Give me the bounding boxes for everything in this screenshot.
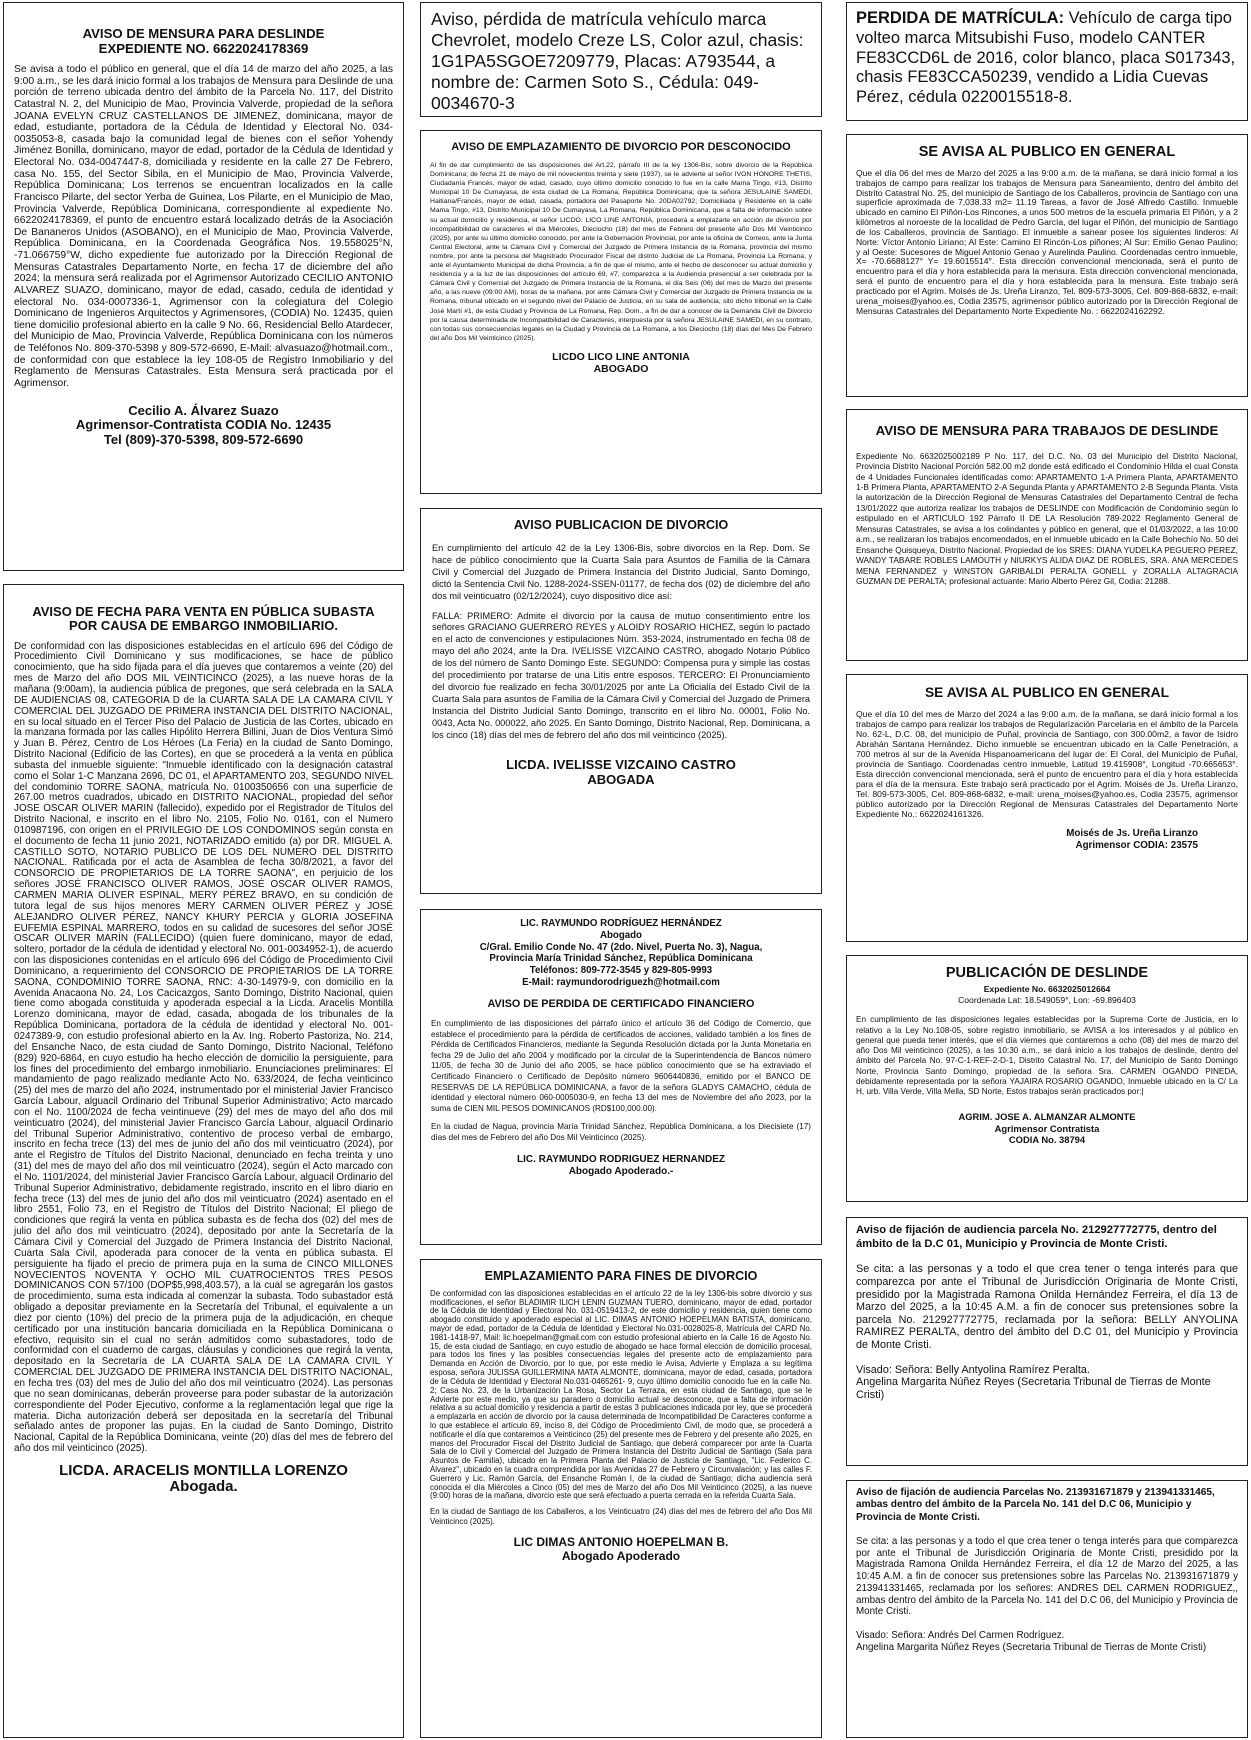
ad-title: SE AVISA AL PUBLICO EN GENERAL (924, 685, 1170, 700)
ad-emplazamiento-desconocido (420, 130, 822, 494)
ad-body: De conformidad con las disposiciones establecidas en el artículo 696 del Código de Procedimiento Civil Dominicano y sus modificaciones, se hace de público conocimiento, que ha sido fijada para el día jueves que contaremos a veinte (20) del mes de Marzo del año DOS MIL VEINTICINCO (2025), a las nueve horas de la mañana (9:00am), la audiencia pública de pregones, que será celebrada en la SALA DE AUDIENCIAS 08, CATEGORIA D de la CUARTA SALA DE LA CAMARA CIVIL Y COMERCIAL DEL JUZGADO DE PRIMERA INSTANCIA DEL DISTRITO NACIONAL, en su local situado en el Tercer Piso del Palacio de Justicia de las Cortes, ubicado en la manzana formada por las calles Hipólito Herrera Billini, Juan de Dios Ventura Simó y Juan B. Pérez, Centro de Los Héroes (La Feria) en la ciudad de Santo Domingo, Distrito Nacional (Edificio de las Cortes), en que se procederá a la venta en pública subasta del inmueble siguiente: "Inmueble identificado con la designación catastral como el Solar 1-C Manzana 2696, DC 01, el APARTAMENTO 203, SEGUNDO NIVEL del condominio TORRE SAONA, matrícula No. 0100350656 con una superficie de 267.00 metros cuadrados, ubicado en DISTRITO NACIONAL, propiedad del señor JOSE OSCAR OLIVER MARIN (fallecido), expedido por el Registrador de Títulos del Distrito Nacional, e inscrito en el libro No. 2105, Folio No. 0161, con el Numero 010987196, con origen en el PRIVILEGIO DE LOS CONDOMINOS según consta en el documento de fecha 11 junio 2021, NOTARIZADO emitido (a) por DR. MIGUEL A. CASTILLO SOTO, NOTARIO PUBLICO DE LOS DEL NUMERO DEL DISTRITO NACIONAL. Ratificada por el acta de Asamblea de fecha 30/8/2021, a favor del CONSORCIO DE PROPIETARIOS DE LA TORRE SAONA", en perjuicio de los señores JOSÉ FRANCISCO OLIVER RAMOS, JOSÉ OSCAR OLIVER RAMOS, CARMEN MARIA OLIVER ESPINAL, MERY PÉREZ BRAVO, en su condición de tutora legal de sus hijos menores MERY CARMEN OLIVER PÉREZ y JOSÉ ALEJANDRO OLIVER PÉREZ, NANCY KHURY PERCIA y GLORIA JOSEFINA EUFEMIA ESPINAL MARRERO, todos en su calidad de sucesores del señor JOSÉ OSCAR OLIVER MARÍN (FALLECIDO) (quien fuere dominicano, mayor de edad, soltero, portador de la cédula de identidad y electoral No. 001-0034952-1), de acuerdo con las disposiciones contenidas en el artículo 696 del Código de Procedimiento Civil Dominicano, a requerimiento del CONSORCIO DE PROPIETARIOS DE LA TORRE SAONA, CONDOMINIO TORRE SAONA, RNC: 4-30-14979-9, con domicilio en la Avenida Anacaona No. 24, Los Cacicazgos, Santo Domingo, Distrito Nacional, quien tiene como abogada constituida y apoderada especial a la Licda. Aracelis Montilla Lorenzo dominicana, mayor de edad, casada, abogada de los tribunales de la República Dominicana, portadora de la cédula de identidad y electoral No. 001-0247389-9, con estudio profesional abierto en la Av. Ing. Roberto Pastoriza, No. 214, del Ensanche Naco, de esta ciudad de Santo Domingo, Distrito Nacional, Teléfono (829) 920-6864, en cuyo estudio ha hecho elección de domicilio la persiguiente, para los fines del procedimiento del embargo inmobiliario. Enunciaciones preliminares: El mandamiento de pago realizado mediante Acto No. 633/2024, de fecha veinticinco (25) del mes de marzo del año 2024, instrumentado por el ministerial Javier Francisco García Labour, alguacil Ordinario del Tribunal Superior Administrativo; Acto marcado con el No. 1100/2024 de fecha veintinueve (29) del mes de mayo del año dos mil veinticuatro (2024), del ministerial Javier Francisco García Labour, alguacil Ordinario del Tribunal Superior Administrativo, contentivo de proceso verbal de embargo, inscrito en fecha trece (13) del mes de junio del año dos mil veinticuatro (2024), por ante el Registro de Títulos del Distrito Nacional, denunciado en fecha treinta y uno (31) del mes de mayo del año dos mil veinticuatro (2024), según el Acto marcado con el No. 1101/2024, del ministerial Javier Francisco García Labour, alguacil Ordinario del Tribunal Superior Administrativo, debidamente registrado, inscrito en el libro diario en fecha trece (13) del mes de junio del año dos mil veinticuatro (2024) asentado en el libro 2551, Folio 73, en el Registro de Títulos del Distrito Nacional; El pliego de condiciones que regirá la venta en pública subasta es de fecha dos (02) del mes de julio del año dos mil veinticuatro (2024), depositado por ante la Secretaría de la Cámara Civil y Comercial del Juzgado de Primera Instancia del Distrito Nacional, Cuarta Sala Civil, apoderada para conocer de la venta en pública subasta. El persiguiente ha fijado el precio de primera puja en la suma de CINCO MILLONES NOVECIENTOS NOVENTA Y OCHO MIL CUATROCIENTOS TRES PESOS DOMINICANOS CON 57/100 (DOP$5,998,403.57), a la cual se agregarán los gastos de procedimiento, suma esta indicada al comenzar la subasta. Todo subastador está obligado a depositar previamente en la Secretaría del Tribunal, el equivalente a un diez por ciento (10%) del precio de la primera puja de la adjudicación, en cheque certificado por una institución bancaria domiciliada en la República Dominicana o efectivo, requisito sin el cual no serán admitidos como subastadores, todo de conformidad con el cuaderno de cargas, cláusulas y condiciones que regirá la venta, depositado en la Secretaría de LA CUARTA SALA DE LA CAMARA CIVIL Y COMERCIAL DEL JUZGADO DE PRIMERA INSTANCIA DEL DISTRITO NACIONAL, en fecha tres (03) del mes de Julio del año dos mil veinticuatro (2024). Las personas que no sean dominicanas, deberán proveerse para poder subastar de la autorización correspondiente del Poder Ejecutivo, conforme a la reglamentación legal que rige la materia. Dicha autorización deberá ser depositada en la secretaría del Tribunal señalado antes de proponer las pujas. En la ciudad de Santo Domingo, Distrito Nacional, Capital de la República Dominicana, veinte (20) días del mes de febrero del año dos mil veinticinco (2025). (14, 640, 393, 1455)
ad-paragraph: De conformidad con las disposiciones establecidas en el artículo 22 de la ley 1306-bis sobre divorcio y sus modificaciones, el señor BLADIMIR ILICH LENIN GUZMAN TUERO, dominicano, mayor de edad, portador de la Cédula de Identidad y Electoral No. 031-0519413-2, de este domicilio y residencia, quien tiene como abogado constituido y apoderado especial al LIC. DIMAS ANTONIO HOEPELMAN BATISTA, dominicano, mayor de edad, portador de la Cédula de Identidad y Electoral No.031-0028025-8, Matrícula del CARD No. 1981-1418-97, Mail: lic.hoepelman@gmail.com con estudio profesional abierto en la Calle 16 de Agosto No. 15, de esta ciudad de Santiago, en cuyo estudio de abogado se hace formal elección de domicilio procesal, para todos los fines y las posibles consecuencias legales del presente acto de emplazamiento para Demanda en Acción de Divorcio, por lo que, por este medio le Avisa, Advierte y Emplaza a su legítima esposa, señora JULISSA GUILLERMINA MATA ALMONTE, dominicana, mayor de edad, casada, portadora de la Cédula de Identidad y Electoral No.031-0465261- 9, cuyo último domicilio conocido fue en la calle No. 2; Casa No. 23, de la Urbanización La Rosa, Sector La Terraza, en esta ciudad de Santiago, que se le Advierte por este medio, ya que su paradero o domicilio actual se desconoce, que a falta de información relativa a su actual domicilio y residencia a partir de estas 3 publicaciones indicada por ley, que se procederá a emplazarla en acción de divorcio por la causa determinada de Incompatibilidad De Caracteres conforme a lo que establece el artículo 69, inciso 8, del Código de Procedimiento Civil, de modo que, se procederá a notificarle el día que contaremos a Veinticinco (25) del presente mes de Febrero y del presente año 2025, en manos del Procurador Fiscal del Distrito Judicial de Santiago, que deberá comparecer por ante la Cuarta Sala de lo Civil y Comercial del Juzgado de Primera Instancia del Distrito Judicial de Santiago (Sala para Asuntos de Familia), ubicado en la Primera Planta del Palacio de Justicia de Santiago, "Lic. Federico C. Álvarez", ubicado en la cuadra comprendida por las Avenidas 27 de Febrero y Circunvalación; y las calles F. Guerrero y Lic. Ramón García, del Ensanche Román I, de la ciudad de Santiago; dicha audiencia será conocida el día Miércoles a Cinco (05) del mes de Marzo del año Dos Mil Veinticinco (2025), a las nueve (9:00) horas de la mañana, divorcio este que será efectuado a puerta cerrada en la referida Cuarta Sala. (430, 1288, 812, 1501)
ad-title: AVISO DE EMPLAZAMIENTO DE DIVORCIO POR DESCONOCIDO (451, 141, 791, 153)
ad-paragraph: Se cita: a las personas y a todo el que crea tener o tenga interés para que comparezca por ante el Tribunal de Jurisdicción Originaria de Monte Cristi, presidido por la Magistrada Ramona Onilda Hernández Ferreira, el día 12 de Marzo del 2025, a las 10:45 A.M. a fin de conocer sus pretensiones sobre las Parcelas No. 213931671879 y 213941331465, reclamada por los señores: ANDRES DEL CARMEN RODRIGUEZ,, ambas dentro del ámbito de la Parcela No. 141 del D.C 06, del Municipio y Provincia de Monte Cristi. (856, 1535, 1238, 1618)
ad-subasta (3, 584, 404, 1738)
ad-perdida-matricula-chevrolet (420, 2, 822, 117)
ad-paragraph: FALLA: PRIMERO: Admite el divorcio por la causa de mutuo consentimiento entre los señores GRACIANO GUERRERO REYES y ALOIDY ROSARIO HICHEZ, según lo pactado en el acto de convenciones y estipulaciones Núm. 353-2024, instrumentado en fecha 08 de mayo del año 2024, ante la Dra. IVELISSE VIZCAINO CASTRO, abogado Notario Público de los del número de Santo Domingo Este. SEGUNDO: Compensa pura y simple las costas del procedimiento por tratarse de una Litis entre esposos. TERCERO: El Pronunciamiento del divorcio fue realizado en fecha 30/01/2025 por ante La Oficialía del Estado Civil de la Cuarta Sala para asuntos de Familia de la Cámara Civil y Comercial del Juzgado de Primera Instancia del Distrito Judicial Santo Domingo, transcrito en el libro No. 00001, Folio No. 0043, Acta No. 000022, año 2025. En Santo Domingo, Distrito Nacional, Rep. Dominicana, a los cinco (18) días del mes de febrero del año dos mil veinticinco (2025). (432, 610, 810, 741)
ad-title: EMPLAZAMIENTO PARA FINES DE DIVORCIO (484, 1269, 758, 1283)
ad-body: Se avisa a todo el público en general, que el día 14 de marzo del año 2025, a las 9:00 a.m., se les dará inicio formal a los trabajos de Mensura para Deslinde de una porción de terreno ubicada dentro del ámbito de la Parcela No. 117, del Distrito Catastral N. 2, del Municipio de Mao, Provincia Valverde, propiedad de la señora JOANA EVELYN CRUZ CASTELLANOS DE JIMENEZ, dominicana, mayor de edad, estudiante, portadora de la Cédula de Identidad y Electoral No. 034-0035053-8, casada bajo la comunidad legal de bienes con el señor Yohendy Jiménez Bonilla, dominicano, mayor de edad, portador de la Cédula de Identidad y Electoral No. 034-0047447-8, domiciliada y residente en la calle 27 De Febrero, casa No. 155, del Sector Sibila, en el Municipio de Mao, Provincia Valverde, República Dominicana; Los terrenos se encuentran localizados en la calle Francisco Pilarte, del sector Yerba de Guinea, Los Pilarte, en el Municipio de Mao, Provincia Valverde, República Dominicana, correspondiente al expediente No. 6622024178369, el punto de encuentro estará localizado detrás de la Asociación De Bananeros Unidos (ASOBANO), en el Municipio de Mao, Provincia Valverde, República Dominicana, en la Coordenada Geográfica Nos. 19.558025°N, -71.066759°W, dicho expediente fue autorizado por la Dirección Regional de Mensuras Catastrales Departamento Norte, en fecha 17 de diciembre del año 2024; la mensura será realizada por el Agrimensor Autorizado CECILIO ANTONIO ALVAREZ SUAZO, dominicano, mayor de edad, casado, cedula de identidad y electoral No. 034-0007336-1, Agrimensor con la colegiatura del Colegio Dominicano de Ingenieros Arquitectos y Agrimensores, (CODIA) No. 12435, quien tiene domicilio profesional abierto en la calle 9 No. 66, Residencial Bello Atardecer, del Municipio de Mao, Provincia Valverde, República Dominicana con los números de Teléfonos No. 809-370-5398 y 809-572-6690, E-Mail: alvasuazo@hotmail.com., de conformidad con que establece la ley 108-05 de Registro Inmobiliario y del Reglamento de Mensuras Catastrales. Esta Mensura será practicada por el Agrimensor. (14, 64, 393, 389)
ad-paragraph: En cumplimiento del artículo 42 de la Ley 1306-Bis, sobre divorcios en la Rep. Dom. Se hace de público conocimiento que la Cuarta Sala para Asuntos de Familia de la Cámara Civil y Comercial del Juzgado de Primera Instancia del Distrito Judicial, Santo Domingo, dictó la Sentencia Civil No. 1288-2024-SSEN-01177, de fecha dos (02) de diciembre del año dos mil veinticuatro (02/12/2024), cuyo dispositivo dice así: (432, 542, 810, 601)
ad-paragraph: En la ciudad de Santiago de los Caballeros, a los Veinticuatro (24) días del mes de febrero del año Dos Mil Veinticinco (2025). (430, 1507, 812, 1526)
ad-title: AVISO DE MENSURA PARA TRABAJOS DE DESLINDE (875, 423, 1219, 438)
ad-signature: LICDA. IVELISSE VIZCAINO CASTRO ABOGADA (506, 757, 736, 787)
ad-body: Que el día 10 del mes de Marzo del 2024 a las 9:00 a.m. de la mañana, se dará inicio formal a los trabajos de campo para realizar los trabajos de Regularización Parcelaria en el ámbito de la Parcela No. 62-L, D.C. 08, del municipio de Puñal, provincia de Santiago, con 300.00m2, a favor de Isidro Abrahán Santana Hernández. Dicho inmueble se encuentran ubicado en la Calle Penetración, a 700 metros al sur de la Avenida Hispanoamericana del lugar de: El Coral, del Municipio de Puñal, provincia de Santiago. Coordenadas centro inmueble, Latitud 19.415908°, Longitud -70.665653°. Esta dirección convencional mencionada, será el punto de encuentro para el día y hora establecida para el día de la mensura. Este trabajo será practicado por el Agrim. Moisés de Js. Ureña Liranzo, Tel. 809-573-3005, Cel. 809-868-6832, e-mail: urena_moises@yahoo.es, Codia 23575, agrimensor público autorizado por la Dirección Regional de Mensuras Catastrales del Departamento Norte Expediente No.: 6622024161326. (856, 709, 1238, 819)
ad-signature: AGRIM. JOSE A. ALMANZAR ALMONTE Agrimensor Contratista CODIA No. 38794 (958, 1111, 1136, 1145)
ad-title: Aviso de fijación de audiencia Parcelas No. 213931671879 y 213941331465, ambas dentro del ámbito de la Parcela No. 141 del D.C 06, Municipio y Provincia de Monte Cristi. (856, 1487, 1215, 1523)
ad-title: AVISO PUBLICACION DE DIVORCIO (513, 518, 729, 532)
ad-title: AVISO DE MENSURA PARA DESLINDE EXPEDIENTE NO. 6622024178369 (82, 26, 325, 56)
ad-text: Vehículo de carga tipo volteo marca Mitsubishi Fuso, modelo CANTER FE83CCD6L de 2016, color blanco, placa S017343, chasis FE83CCA50239, vendido a Lidia Cuevas Pérez, cédula 0220015518-8. (856, 9, 1236, 107)
ad-body: Al fin de dar cumplimiento de las disposiciones del Art.22, párrafo III de la ley 1306-Bis, sobre divorcio de la República Dominicana; de fecha 21 de mayo de mil novecientos treinta y siete (1937), se le advierte al señor IVON HONORE THETIS, Ciudadanía Francés, mayor de edad, casado, cuyo último domicilio conocido lo fue en la calle Mama Tingo, #13, Distrito Municipal 10 De Cumayasa, de esta ciudad de La Romana, República Dominicana; que la señora JESULAINE SAMEDI, Haitiana/Francés, mayor de edad, casada, portadora del Pasaporte No. 20DA02792; Domiciliada y Residente en la calle Mama Tingo, #13, Distrito Municipal 10 De Cumayasa, La Romana, República Dominicana, que a falta de información sobre su actual domicilio y residencia, el señor LICDO. LICO LINE ANTONIA, procederá a emplazarle en acción de divorcio por incompatibilidad de caracteres el día Miércoles, Dieciocho (18) del mes de Febrero del presente año Dos Mil Veinticinco (2025), por ante su último domicilio conocido, por ante la Gobernación Provincial, por ante la oficina de Correos, ante la Junta Central Electoral, ante la Cámara Civil y Comercial del Juzgado de Primera Instancia de la Romana, provincia del mismo nombre, por ante la persona del Magistrado Procurador Fiscal del distrito Judicial de La Romana, Provincia La Romana, y ante el Ayuntamiento Municipal de dicha Provincia, a fin de que el mismo, ante el hecho de desconocer su actual domicilio y residencia y a la luz de las disposiciones del artículo 69, #7, comparezca a la Audiencia presencial a ser celebrada por la Cámara Civil y Comercial del Juzgado de Primera Instancia de la Romana, el día Seis (06) del mes de Marzo del presente año, a las nueve (09:00 AM), horas de la mañana, por ante Cámara Civil y Comercial del Juzgado de Primera Instancia de la Romana, tribunal ubicado en el segundo nivel del Palacio de Justicia, en su sala de audiencia, sito dicho tribunal en la Calle José Martí #1, de esta Ciudad y Provincia de La Romana, Rep. Dom., a fin de dar a conocer de la Demanda Civil de Divorcio por la causa determinada de Incompatibilidad de Caracteres, interpuesta por la señora JESULAINE SAMEDI, en su contrato, con todas sus consecuencias legales en la Ciudad y Provincia de La Romana, a los Dieciocho (18) días del Mes De Febrero del año Dos Mil Veinticinco (2025). (430, 162, 812, 342)
ad-perdida-certificado (420, 909, 822, 1245)
ad-signature: Cecilio A. Álvarez Suazo Agrimensor-Contratista CODIA No. 12435 Tel (809)-370-5398, 809-572-6690 (75, 402, 332, 448)
ad-body (856, 9, 1238, 108)
ad-paragraph: En cumplimiento de las disposiciones del párrafo único el artículo 36 del Código de Comercio, que establece el procedimiento para la pérdida de certificados de acciones, validado también a los fines de Pérdida de Certificados Financieros, mediante la Segunda Resolución dictada por la Junta Monetaria en fecha 29 de Julio del año 2004 y modificado por la circular de la Superintendencia de Bancos número 11/05, de fecha 30 de Junio del año 2005, se hace público conocimiento que se ha extraviado el Certificado Financiero o Certificado de Depósito número 9606440836, emitido por el BANCO DE RESERVAS DE LA REPÚBLICA DOMINICANA, a favor de la señora GLADYS CAMACHO, cédula de identidad y electoral número 060-0005030-9, en fecha 13 del mes de Noviembre del año 2023, por la suma de CIEN MIL PESOS DOMINICANOS (RD$100,000.00). (431, 1018, 811, 1113)
ad-fijacion-audiencia-2 (846, 1480, 1248, 1738)
ad-aviso-regularizacion (846, 674, 1248, 942)
ad-signature: LICDA. ARACELIS MONTILLA LORENZO Abogada. (59, 1461, 348, 1496)
ad-title: AVISO DE PERDIDA DE CERTIFICADO FINANCIERO (487, 997, 755, 1010)
ad-aviso-saneamiento (846, 134, 1248, 397)
ad-signature: LIC. RAYMUNDO RODRIGUEZ HERNANDEZ Abogado Apoderado.- (517, 1153, 725, 1177)
ad-signature: LIC DIMAS ANTONIO HOEPELMAN B. Abogado Apoderado (513, 1535, 729, 1564)
ad-publicacion-divorcio (420, 508, 822, 894)
ad-mensura-trabajos-deslinde (846, 409, 1248, 661)
ad-emplazamiento-divorcio (420, 1259, 822, 1738)
ad-body: Expediente No. 6632025002189 P No. 117, del D.C. No. 03 del Municipio del Distrito Nacional, Provincia Distrito Nacional Porción 582.00 m2 donde está edificado el Condominio Hilda el cual Consta de 4 Unidades Funcionales identificadas como: APARTAMENTO 1-A Primera Planta, APARTAMENTO 1-B Primera Planta, APARTAMENTO 2-A Segunda Planta y APARTAMENTO 2-B Segunda Planta. Vista la autorización de la Dirección Regional de Mensuras Catastrales del Departamento Central de fecha 13/01/2022 que autoriza realizar los trabajos de DESLINDE con Modificación de Condominio según lo estipulado en el ARTICULO 192 Párrafo II DE LA Resolución 789-2022 Reglamento General de Mensuras Catastrales, se avisa a los colindantes y público en general, que el 01/03/2022, a las 10:00 a.m., se realizaran los trabajos encomendados, en el inmueble ubicado en la Calle Bohechío No. 50 del Ensanche Quisqueya, Distrito Nacional. Propiedad de los SRES: DIANA YUDELKA PEGUERO PEREZ, WANDY TABARE ROBLES LAMOUTH y NIURKYS ALIDA DIAZ DE ROBLES, SRA. ANA MERCEDES MENA FERNANDEZ y WINSTON GARIBALDI PERALTA GONELL y ZORALLA ALTAGRACIA GUZMAN DE PERALTA; profesional actuante: Mario Alberto Pérez Gil, Codia: 21288. (856, 450, 1238, 587)
ad-fijacion-audiencia-1 (846, 1217, 1248, 1466)
ad-paragraph: En la ciudad de Nagua, provincia María Trinidad Sánchez, República Dominicana, a los Diecisiete (17) días del mes de Febrero del año Dos Mil Veinticinco (2025). (431, 1122, 811, 1142)
ad-title: AVISO DE FECHA PARA VENTA EN PÚBLICA SUBASTA POR CAUSA DE EMBARGO INMOBILIARIO. (32, 604, 375, 634)
ad-paragraph: Visado: Señora: Andrés Del Carmen Rodríguez. Angelina Margarita Núñez Reyes (Secretaria Tribunal de Tierras de Monte Cristi) (856, 1630, 1207, 1653)
ad-publicacion-deslinde (846, 955, 1248, 1202)
ad-perdida-matricula-volteo (846, 2, 1248, 121)
ad-mensura-deslinde (3, 2, 404, 571)
ad-body: Que el día 06 del mes de Marzo del 2025 a las 9:00 a.m. de la mañana, se dará inicio formal a los trabajos de campo para realizar los trabajos de Mensura para Saneamiento, dentro del ámbito del Distrito Catastral No. 25, del municipio de Santiago de los Caballeros, provincia de Santiago con una superficie aproximada de 7,038.33 m2= 11.19 Tareas, a favor de José Alfredo Castillo. Inmueble ubicado en camino El Piñón-Los Rincones, a unos 500 metros de la escuela primaria El Piñón, y a 2 kilómetros al noroeste de la localidad de Pedro García, del lugar el Piñón, del municipio de Santiago de los Caballeros, provincia de Santiago. El inmueble a sanear posee los siguientes linderos: Al Norte: Víctor Antonio Liriano; Al Este: Camino El Rincón-Los piñones; Al Sur: Emilio Genao Paulino; y al Oeste: Sucesores de Miguel Antonio Genao y Aurelinda Paulino. Coordenadas centro inmueble, X= -70.6688127° Y= 19.6015514°. Esta dirección convencional mencionada, será el punto de encuentro para el día y hora establecida para la mensura. Esta dirección convencional mencionada, será el punto de encuentro para el día y hora establecida para la mensura. Este trabajo será practicado por el Agrim. Moisés de Js. Ureña Liranzo, Tel. 809-573-3005, Cel. 809-868-6832, e-mail: urena_moises@yahoo.es, Codia 23575, agrimensor público autorizado por la Dirección Regional de Mensuras Catastrales del Departamento Norte Expediente No. : 6622024162292. (856, 167, 1238, 316)
ad-label: PERDIDA DE MATRÍCULA: (856, 9, 1065, 27)
ad-signature: LICDO LICO LINE ANTONIA ABOGADO (552, 350, 690, 376)
ad-body: En cumplimiento de las disposiciones legales establecidas por la Suprema Corte de Justicia, en lo relativo a la Ley No.108-05, sobre registro inmobiliario, se AVISA a los interesados y al público en general que pueda tener interés, que el día viernes que contaremos a ocho (08) del mes de marzo del año Dos Mil veinticinco (2025), a las 10:30 a.m., se dará inicio a los trabajos de deslinde, dentro del ámbito del Parcela No. 97-C-1-REF-2-D-1, Distrito Catastral No. 17, del Municipio de Santo Domingo Norte, Provincia Santo Domingo, propiedad de la señora Sra. CARMEN OGANDO PINEDA, debidamente representada por la señora YAJAIRA ROSARIO OGANDO, Inmueble ubicado en la C/ La H, urb. Villa Verde, Villa Mella, SD Norte, Estos trabajos serán practicados por:| (856, 1015, 1238, 1097)
lawyer-header: LIC. RAYMUNDO RODRÍGUEZ HERNÁNDEZ Abogado C/Gral. Emilio Conde No. 47 (2do. Nivel, Puerta No. 3), Nagua, Provincia María Trinidad Sánchez, República Dominicana Teléfonos: 809-772-3545 y 829-805-9993 E-Mail: raymundorodriguezh@hotmail.com (479, 918, 763, 989)
ad-title: SE AVISA AL PUBLICO EN GENERAL (918, 144, 1176, 160)
ad-paragraph: Visado: Señora: Belly Antyolina Ramírez Peralta. Angelina Margarita Núñez Reyes (Secretaria Tribunal de Tierras de Monte Cristi) (856, 1363, 1211, 1401)
ad-paragraph: Se cita: a las personas y a todo el que crea tener o tenga interés para que comparezca por ante el Tribunal de Jurisdicción Originaria de Monte Cristi, presidido por la Magistrada Ramona Onilda Hernández Ferreira, el día 13 de Marzo del 2025, a la 10:45 A.M. a fin de conocer sus pretensiones sobre la parcela No. 212927772775, reclamada por la señora: BELLY ANYOLINA RAMIREZ PERALTA, dentro del ámbito del D.C 01, del Municipio y Provincia de Monte Cristi. (856, 1263, 1238, 1352)
coordinates: Coordenada Lat: 18.549059°, Lon: -69.896403 (958, 994, 1136, 1005)
ad-title: PUBLICACIÓN DE DESLINDE (945, 965, 1149, 981)
ad-title: Aviso de fijación de audiencia parcela No. 212927772775, dentro del ámbito de la D.C 01, Municipio y Provincia de Monte Cristi. (856, 1224, 1217, 1250)
ad-body: Aviso, pérdida de matrícula vehículo marca Chevrolet, modelo Creze LS, Color azul, chasis: 1G1PA5SGOE7209779, Placas: A793544, a nombre de: Carmen Soto S., Cédula: 049-0034670-3 (431, 9, 804, 113)
expediente-number: Expediente No. 6632025012664 (983, 983, 1111, 994)
ad-signature: Moisés de Js. Ureña Liranzo Agrimensor CODIA: 23575 (1066, 827, 1198, 852)
